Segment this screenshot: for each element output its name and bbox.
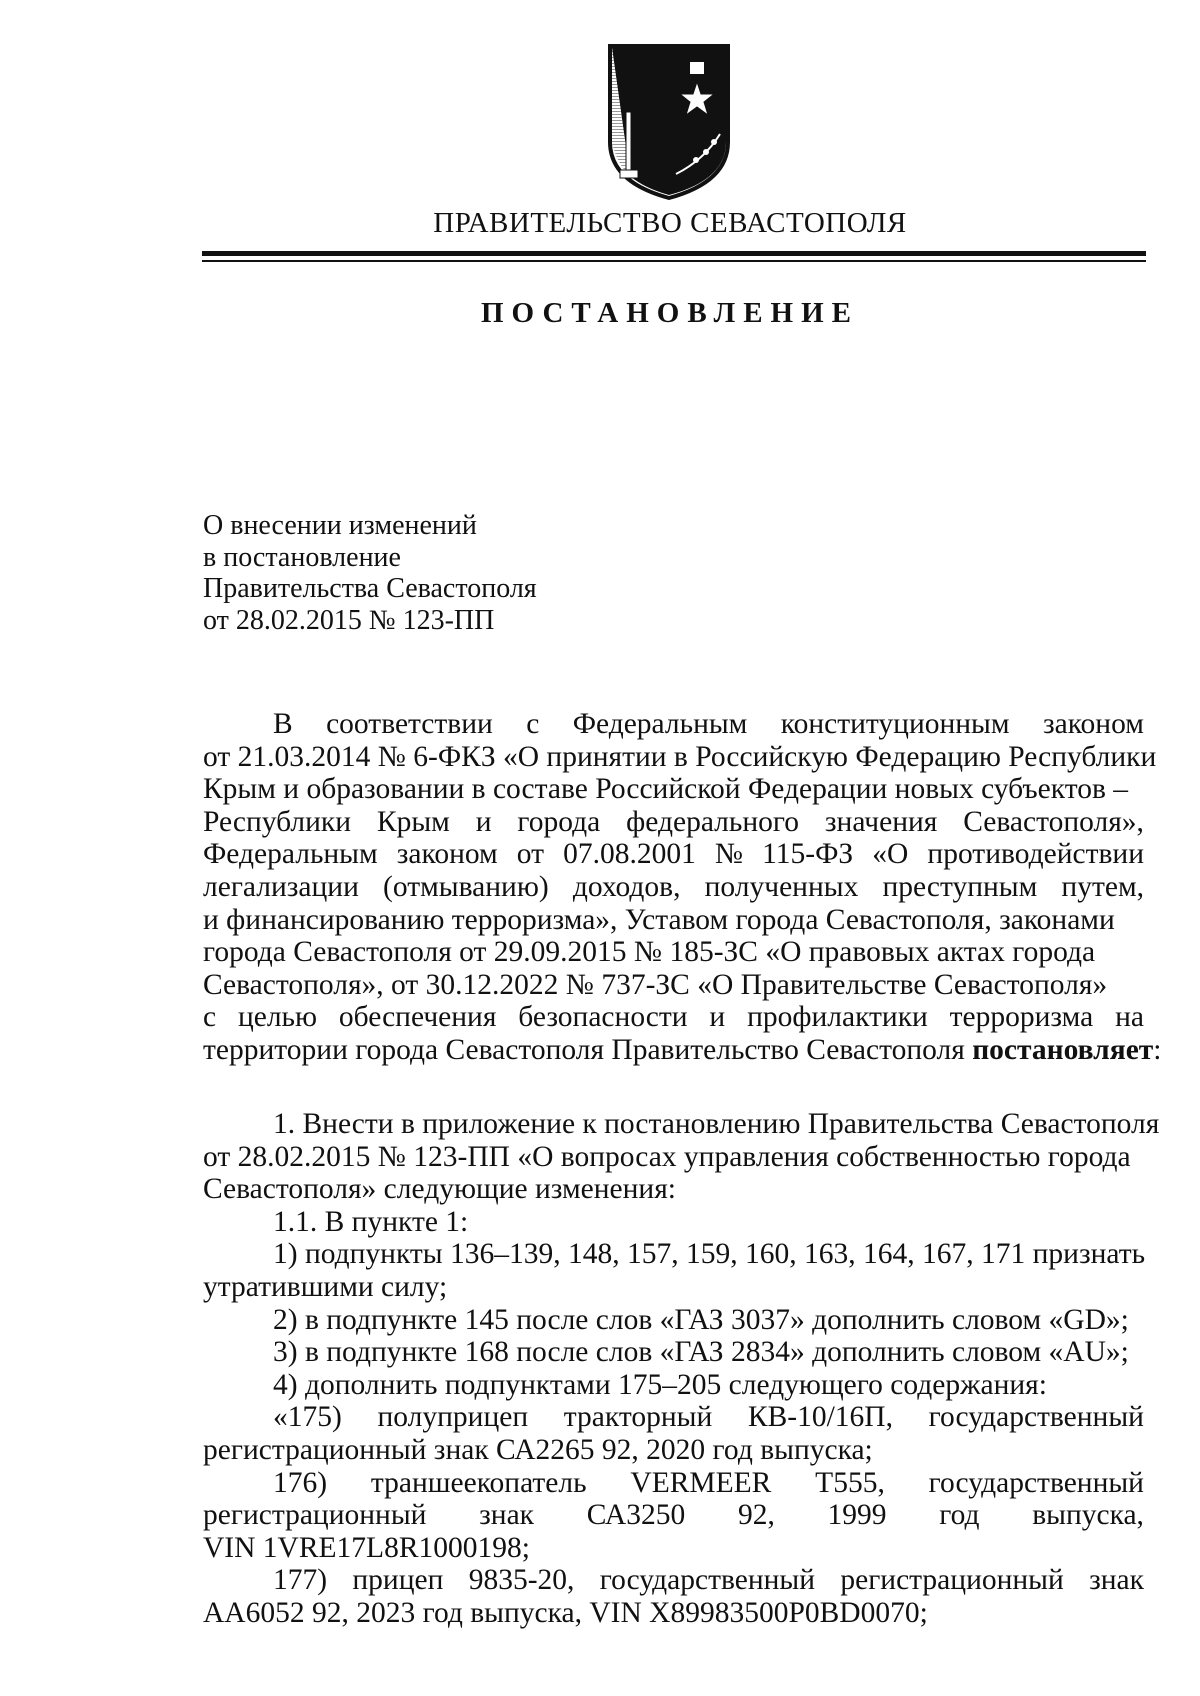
preamble-paragraph [203,708,1162,1067]
word: от 21.03.2014 № 6-ФКЗ «О принятии в Российскую Федерацию Республики [203,740,1157,773]
text-line [203,1238,1144,1271]
text-line [203,969,1144,1002]
word: 9835-20, [468,1564,575,1597]
word: профилактики [747,1001,928,1034]
text-line [203,1304,1144,1337]
word: преступным [882,870,1038,903]
word: с [526,708,540,740]
text-line [203,1532,1144,1565]
word: от 28.02.2015 № 123-ПП «О вопросах управления собственностью города [203,1140,1131,1173]
header-divider-thick [202,251,1146,256]
word: города [517,805,601,838]
resolve-keyword: постановляет [972,1033,1154,1066]
word: конституционным [780,708,1010,740]
word: государственный [928,1401,1144,1434]
text-line [203,1564,1144,1597]
text-line [203,806,1144,839]
word: VERMEER [630,1466,772,1499]
word: Севастополя», от 30.12.2022 № 737-ЗС «О Правительстве Севастополя» [203,968,1108,1001]
text-line [203,1033,1162,1067]
word: Федеральным [572,708,748,740]
word: траншеекопатель [370,1466,587,1499]
text-line [203,1173,1144,1206]
word: соответствии [326,708,493,740]
word: законом [1042,708,1144,740]
text-line [203,904,1144,937]
text-line [203,1434,1144,1467]
word: полуприцеп [377,1401,529,1434]
word: и [475,805,492,838]
word: Севастополя», [963,805,1144,838]
document-type-title: ПОСТАНОВЛЕНИЕ [480,297,859,329]
word: КВ-10/16П, [747,1401,893,1434]
word: знак [479,1499,535,1532]
word: регистрационный [840,1564,1064,1597]
word: полученных [704,870,859,903]
word: значения [824,805,938,838]
word: регистрационный [203,1499,427,1532]
word: государственный [599,1564,816,1597]
word: от [516,838,545,871]
word: доходов, [572,870,681,903]
word: выпуска, [1032,1499,1144,1532]
subject-line: О внесении изменений [203,510,477,541]
word: Крым и образовании в составе Российской Федерации новых субъектов – [203,773,1129,806]
header-divider-thin [202,260,1146,262]
word: 1.1. В пункте 1: [273,1205,469,1238]
organization-title: ПРАВИТЕЛЬСТВО СЕВАСТОПОЛЯ [433,207,907,239]
word: федерального [626,805,800,838]
word: целью [237,1001,318,1034]
word: Севастополя» следующие изменения: [203,1173,676,1206]
word: и [709,1001,726,1034]
word: 115-ФЗ [762,838,854,871]
word: 2) в подпункте 145 после слов «ГАЗ 3037» дополнить словом «GD»; [273,1303,1129,1336]
word: легализации [203,870,359,903]
word: 176) [273,1466,328,1499]
text-line [203,1467,1144,1500]
word: путем, [1061,870,1144,903]
text-line [203,1141,1144,1174]
word: 3) в подпункте 168 после слов «ГАЗ 2834» дополнить словом «AU»; [273,1336,1129,1369]
word: год [939,1499,980,1532]
text-line [203,740,1157,774]
word: VIN 1VRE17L8R1000198; [203,1531,530,1564]
word: прицеп [352,1564,444,1597]
word: на [1115,1001,1144,1034]
word: «175) [273,1401,342,1434]
text-line [203,936,1144,969]
text-line [203,1001,1144,1034]
document-subject [203,510,537,636]
word: № [714,838,744,871]
text-line [203,773,1144,806]
subject-line: от 28.02.2015 № 123-ПП [203,604,495,636]
text-line [203,1369,1144,1402]
text-line [203,708,1144,741]
word: утратившими силу; [203,1270,448,1303]
text-line [203,1499,1144,1532]
word: законом [396,838,498,871]
word: (отмыванию) [383,870,549,903]
subject-line: Правительства Севастополя [203,573,537,604]
word: T555, [815,1466,885,1499]
text-line [203,1597,1144,1630]
word: регистрационный знак СА2265 92, 2020 год выпуска; [203,1433,873,1466]
word: обеспечения [338,1001,497,1034]
word: СА3250 [586,1499,686,1532]
text-line [203,1206,1144,1239]
word: «О [872,838,909,871]
text-line [203,871,1144,904]
word: тракторный [563,1401,713,1434]
word: с [203,1001,217,1034]
word: противодействии [927,838,1144,871]
word: Крым [376,805,450,838]
word: 4) дополнить подпунктами 175–205 следующего содержания: [273,1368,1047,1401]
word: территории города Севастополя Правительство Севастополя [203,1033,973,1066]
word: Республики [203,805,351,838]
word: терроризма [949,1001,1094,1034]
word: : [1153,1033,1162,1066]
word: государственный [928,1466,1144,1499]
word: 1) подпункты 136–139, 148, 157, 159, 160, 163, 164, 167, 171 признать [273,1238,1146,1271]
word: знак [1089,1564,1144,1597]
word: 1999 [827,1499,887,1532]
word: 177) [273,1564,328,1597]
sevastopol-coat-of-arms-icon [604,42,734,200]
word: Федеральным [203,838,378,871]
word: 1. Внести в приложение к постановлению Правительства Севастополя [273,1108,1160,1140]
text-line [203,1336,1144,1369]
text-line [203,838,1144,871]
text-line [203,1108,1160,1141]
text-line [203,1401,1144,1434]
word: 07.08.2001 [563,838,696,871]
items-section [203,1108,1160,1630]
subject-line: в постановление [203,541,401,573]
word: АА6052 92, 2023 год выпуска, VIN X89983500P0BD0070; [203,1596,928,1629]
text-line [203,1271,1144,1304]
word: города Севастополя от 29.09.2015 № 185-ЗС «О правовых актах города [203,936,1096,969]
word: и финансированию терроризма», Уставом города Севастополя, законами [203,903,1115,936]
word: В [273,708,293,740]
word: 92, [737,1499,775,1532]
word: безопасности [518,1001,688,1034]
